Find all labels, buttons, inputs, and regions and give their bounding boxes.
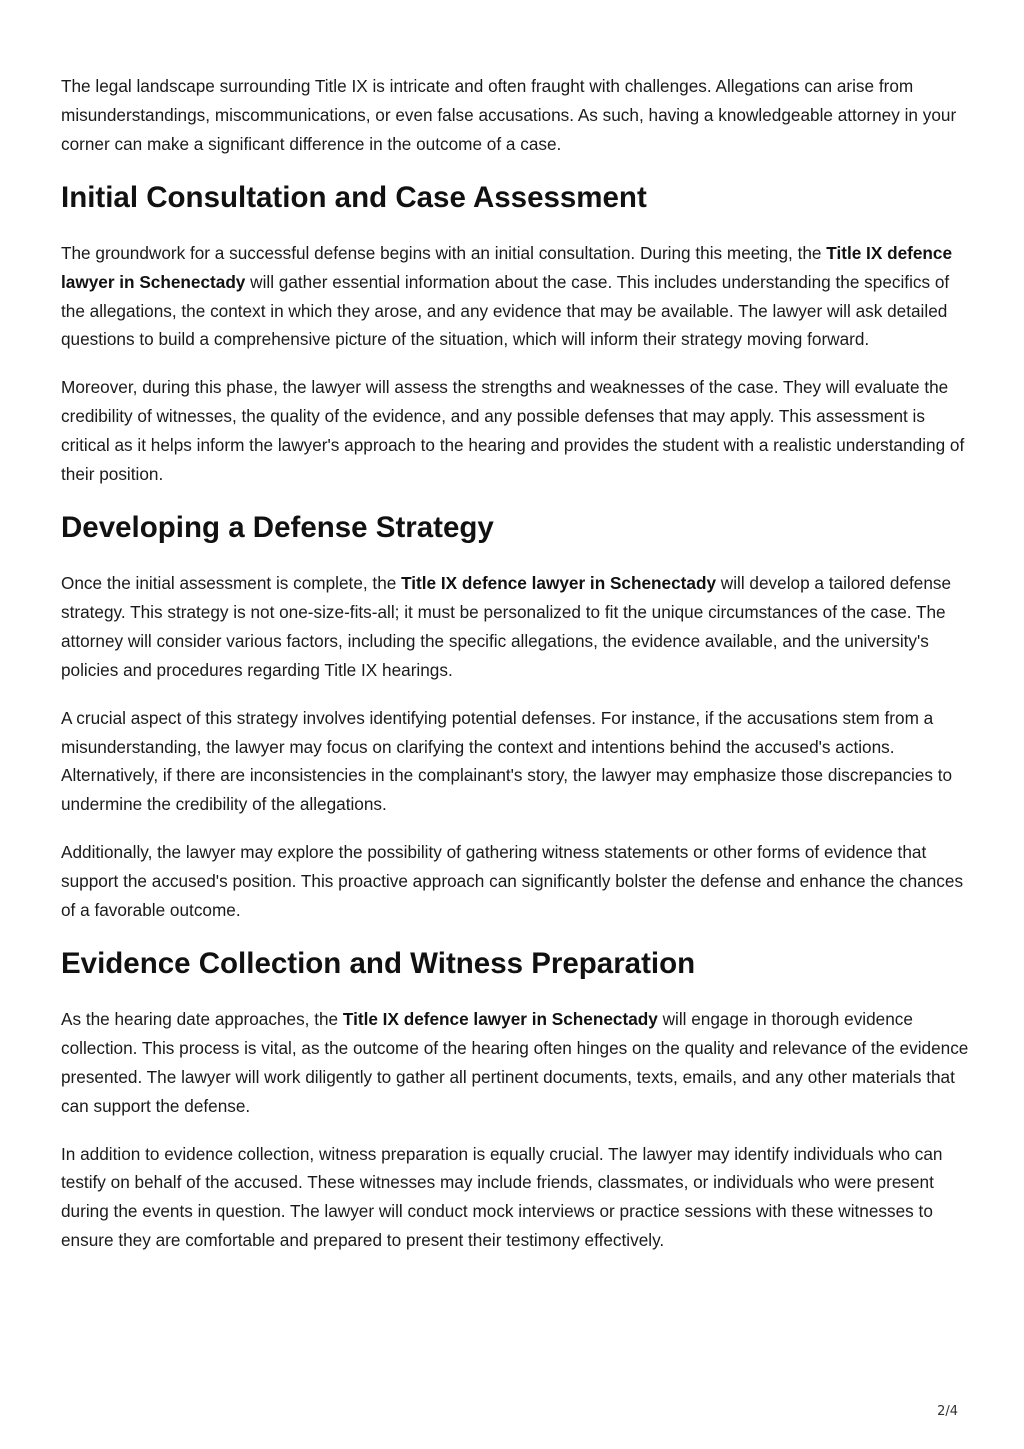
section-heading-consultation: Initial Consultation and Case Assessment bbox=[61, 180, 647, 214]
paragraph: A crucial aspect of this strategy involves identifying potential defenses. For instance, if the accusations stem from a misunderstanding, the lawyer may focus on clarifying the context and intentions behind the accused's actions. Alternatively, if there are inconsistencies in the complainant's story, the lawyer may emphasize those discrepancies to undermine the credibility of the allegations. bbox=[61, 707, 953, 815]
paragraph: Additionally, the lawyer may explore the possibility of gathering witness statements or other forms of evidence that support the accused's position. This proactive approach can significantly bolster the defense and enhance the chances of a favorable outcome. bbox=[61, 842, 964, 921]
document-page bbox=[61, 72, 971, 1274]
paragraph: As the hearing date approaches, the Title IX defence lawyer in Schenectady will engage in thorough evidence collection. This process is vital, as the outcome of the hearing often hinges on the quality and relevance of the evidence presented. The lawyer will work diligently to gather all pertinent documents, texts, emails, and any other materials that can support the defense. bbox=[61, 1008, 969, 1116]
bold-keyword: Title IX defence lawyer in Schenectady bbox=[342, 1008, 658, 1029]
section-heading-evidence: Evidence Collection and Witness Preparation bbox=[61, 946, 696, 980]
page-number: 2/4 bbox=[937, 1404, 958, 1419]
bold-keyword: Title IX defence lawyer in Schenectady bbox=[61, 242, 953, 292]
paragraph: Once the initial assessment is complete, the Title IX defence lawyer in Schenectady will develop a tailored defense strategy. This strategy is not one-size-fits-all; it must be personalized to fit the unique circumstances of the case. The attorney will consider various factors, including the specific allegations, the evidence available, and the university's policies and procedures regarding Title IX hearings. bbox=[61, 572, 952, 680]
paragraph: In addition to evidence collection, witness preparation is equally crucial. The lawyer may identify individuals who can testify on behalf of the accused. These witnesses may include friends, classmates, or individuals who were present during the events in question. The lawyer will conduct mock interviews or practice sessions with these witnesses to ensure they are comfortable and prepared to present their testimony effectively. bbox=[61, 1143, 943, 1251]
paragraph: The groundwork for a successful defense begins with an initial consultation. During this meeting, the Title IX defence lawyer in Schenectady will gather essential information about the case. This includes understanding the specifics of the allegations, the context in which they arose, and any evidence that may be available. The lawyer will ask detailed questions to build a comprehensive picture of the situation, which will inform their strategy moving forward. bbox=[61, 242, 953, 350]
paragraph: Moreover, during this phase, the lawyer will assess the strengths and weaknesses of the case. They will evaluate the credibility of witnesses, the quality of the evidence, and any possible defenses that may apply. This assessment is critical as it helps inform the lawyer's approach to the hearing and provides the student with a realistic understanding of their position. bbox=[61, 377, 965, 485]
bold-keyword: Title IX defence lawyer in Schenectady bbox=[401, 572, 717, 593]
section-heading-strategy: Developing a Defense Strategy bbox=[61, 510, 494, 544]
intro-paragraph: The legal landscape surrounding Title IX is intricate and often fraught with challenges. Allegations can arise from misunderstandings, miscommunications, or even false accusations. As such, having a knowledgeable attorney in your corner can make a significant difference in the outcome of a case. bbox=[61, 76, 957, 154]
